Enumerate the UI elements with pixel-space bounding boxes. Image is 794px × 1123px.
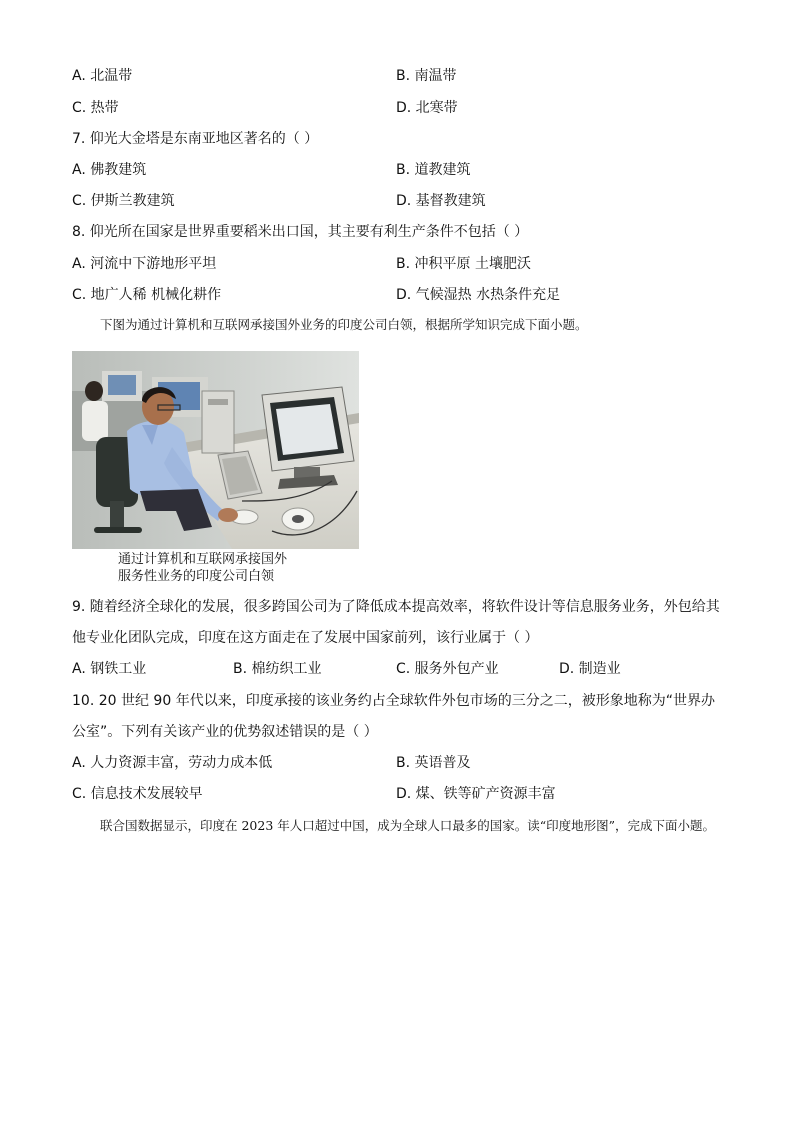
- q7-option-b: B. 道教建筑: [396, 162, 471, 178]
- q6-option-c: C. 热带: [72, 100, 119, 116]
- q9-option-b: B. 棉纺织工业: [233, 661, 322, 677]
- q8-option-c: C. 地广人稀 机械化耕作: [72, 287, 222, 303]
- q7-option-a: A. 佛教建筑: [72, 162, 147, 178]
- q10-option-d: D. 煤、铁等矿产资源丰富: [396, 786, 556, 802]
- q8-stem: 8. 仰光所在国家是世界重要稻米出口国，其主要有利生产条件不包括（ ）: [72, 224, 529, 240]
- q9-option-d: D. 制造业: [559, 661, 621, 677]
- q6-option-b: B. 南温带: [396, 68, 457, 84]
- q10-option-c: C. 信息技术发展较早: [72, 786, 203, 802]
- q6-option-a: A. 北温带: [72, 68, 133, 84]
- q8-option-d: D. 气候湿热 水热条件充足: [396, 287, 561, 303]
- q10-option-a: A. 人力资源丰富，劳动力成本低: [72, 755, 273, 771]
- q7-option-c: C. 伊斯兰教建筑: [72, 193, 175, 209]
- q7-stem: 7. 仰光大金塔是东南亚地区著名的（ ）: [72, 131, 319, 147]
- q9-option-c: C. 服务外包产业: [396, 661, 499, 677]
- passage-intro-figure: 下图为通过计算机和互联网承接国外业务的印度公司白领，根据所学知识完成下面小题。: [100, 317, 588, 332]
- q8-option-a: A. 河流中下游地形平坦: [72, 256, 217, 272]
- q8-option-b: B. 冲积平原 土壤肥沃: [396, 256, 531, 272]
- passage-india-population: 联合国数据显示，印度在 2023 年人口超过中国，成为全球人口最多的国家。读“印度地形图”，完成下面小题。: [100, 818, 716, 833]
- q7-option-d: D. 基督教建筑: [396, 193, 486, 209]
- q9-stem: 9. 随着经济全球化的发展，很多跨国公司为了降低成本提高效率，将软件设计等信息服务业务，外包给其他专业化团队完成，印度在这方面走在了发展中国家前列，该行业属于（ ）: [72, 599, 720, 646]
- q10-stem: 10. 20 世纪 90 年代以来，印度承接的该业务约占全球软件外包市场的三分之二，被形象地称为“世界办公室”。下列有关该产业的优势叙述错误的是（ ）: [72, 693, 715, 740]
- office-worker-photo: [72, 351, 359, 549]
- q9-option-a: A. 钢铁工业: [72, 661, 147, 677]
- figure-caption-line2: 服务性业务的印度公司白领: [118, 569, 275, 584]
- figure-caption: [118, 551, 348, 585]
- figure-caption-line1: 通过计算机和互联网承接国外: [118, 552, 288, 567]
- office-worker-illustration: [72, 351, 359, 549]
- q6-option-d: D. 北寒带: [396, 100, 458, 116]
- q10-option-b: B. 英语普及: [396, 755, 471, 771]
